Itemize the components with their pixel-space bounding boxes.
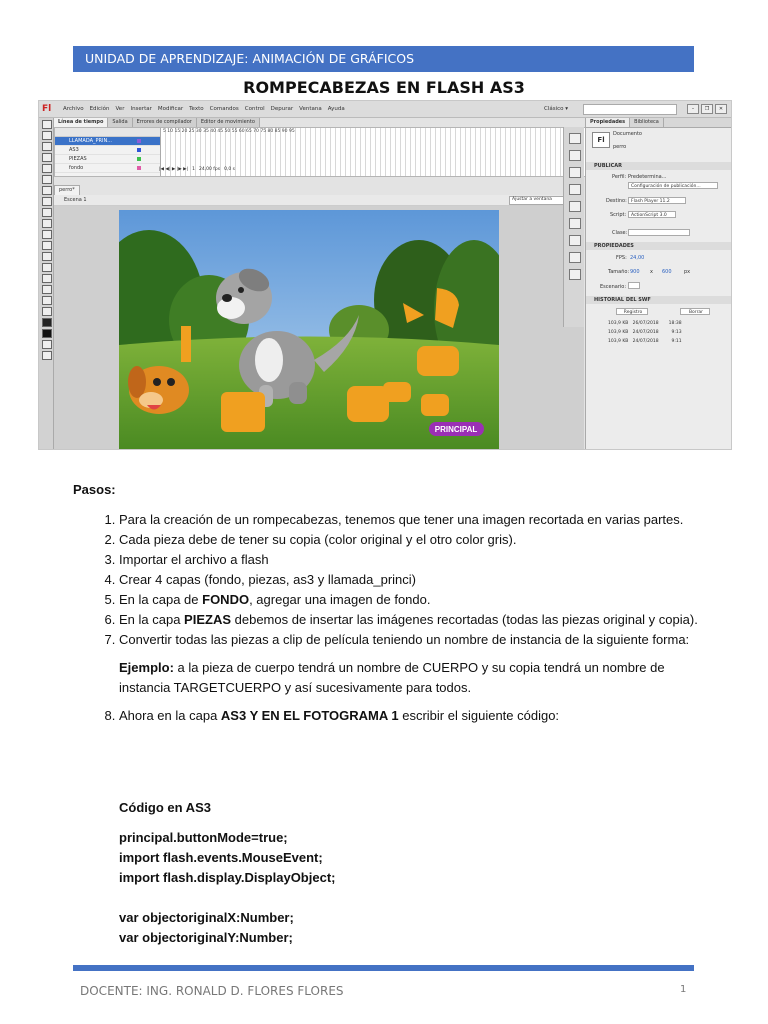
panel-icon-column <box>563 127 584 327</box>
fps-label: FPS: <box>616 255 627 261</box>
3d-rotation-tool-icon <box>42 153 52 162</box>
align-panel-icon <box>569 167 581 178</box>
profile-value: Predetermina... <box>628 174 667 180</box>
zoom-select: Ajustar a ventana <box>509 196 568 205</box>
code-line: var objectoriginalX:Number; <box>119 910 294 925</box>
menu-insertar: Insertar <box>130 106 152 112</box>
history-row: 103,9 KB 26/07/2018 18:38 <box>608 321 682 326</box>
paint-bucket-tool-icon <box>42 263 52 272</box>
frame-rate: 24,00 fps <box>198 167 221 172</box>
menu-comandos: Comandos <box>209 106 239 112</box>
tab-properties: Propiedades <box>586 118 630 127</box>
menu-ver: Ver <box>115 106 125 112</box>
unit-title: UNIDAD DE APRENDIZAJE: ANIMACIÓN DE GRÁFICOS <box>85 51 415 66</box>
brush-tool-icon <box>42 230 52 239</box>
step-text: , agregar una imagen de fondo. <box>249 592 431 607</box>
fps-value: 24,00 <box>630 255 645 261</box>
zoom-tool-icon <box>42 307 52 316</box>
color-panel-icon <box>569 133 581 144</box>
restore-icon: ❐ <box>701 104 713 114</box>
menu-ventana: Ventana <box>299 106 322 112</box>
step-text: En la capa <box>119 612 185 627</box>
line-tool-icon <box>42 197 52 206</box>
layer-label: AS3 <box>69 147 79 153</box>
window-buttons <box>687 104 727 114</box>
script-label: Script: <box>610 212 627 218</box>
tools-panel <box>39 118 54 450</box>
subselection-tool-icon <box>42 131 52 140</box>
example-label: Ejemplo: <box>119 660 174 675</box>
hand-tool-icon <box>42 296 52 305</box>
flash-logo: Fl <box>42 104 52 114</box>
search-box <box>583 104 677 115</box>
layer-list-header <box>55 128 160 137</box>
width-value: 900 <box>630 269 640 275</box>
rectangle-tool-icon <box>42 208 52 217</box>
document-title: ROMPECABEZAS EN FLASH AS3 <box>243 78 525 97</box>
flash-screenshot <box>38 100 732 450</box>
lasso-tool-icon <box>42 164 52 173</box>
swap-colors-icon <box>42 340 52 349</box>
stage-scene <box>119 210 499 450</box>
components-panel-icon <box>569 218 581 229</box>
step-text: Ahora en la capa <box>119 708 221 723</box>
example-text: a la pieza de cuerpo tendrá un nombre de CUERPO y su copia tendrá un nombre de instancia TARGETCUERPO y así sucesivamente para todos. <box>119 660 665 695</box>
size-separator: x <box>650 269 653 275</box>
step-text: debemos de insertar las imágenes recortadas (todas las piezas original y copia). <box>231 612 698 627</box>
unit-header-bar <box>73 46 694 72</box>
publish-settings-button: Configuración de publicación... <box>628 182 718 189</box>
stage-area <box>54 206 584 450</box>
page-number: 1 <box>680 984 687 995</box>
tab-timeline: Línea de tiempo <box>54 118 108 127</box>
selection-tool-icon <box>42 120 52 129</box>
height-value: 600 <box>662 269 672 275</box>
history-row: 103,9 KB 24/07/2018 9:13 <box>608 330 682 335</box>
deco-tool-icon <box>42 241 52 250</box>
text-tool-icon <box>42 186 52 195</box>
pencil-tool-icon <box>42 219 52 228</box>
size-unit: px <box>684 269 691 275</box>
history-panel-icon <box>569 269 581 280</box>
stage-color-swatch <box>628 282 640 289</box>
code-line: import flash.events.MouseEvent; <box>119 850 323 865</box>
publish-section: PUBLICAR <box>586 162 732 170</box>
step-item <box>119 706 703 726</box>
menu-bar <box>39 101 731 118</box>
code-snippets-icon <box>569 235 581 246</box>
script-select: ActionScript 3.0 <box>628 211 676 218</box>
play-controls-icon: |◀ ◀| ▶ |▶ ▶| <box>159 167 189 172</box>
menu-modificar: Modificar <box>157 106 184 112</box>
elapsed-time: 0,0 s <box>224 167 236 172</box>
step-item <box>119 550 703 570</box>
step-bold: PIEZAS <box>184 612 232 627</box>
code-line: var objectoriginalY:Number; <box>119 930 293 945</box>
history-row: 103,9 KB 24/07/2018 9:11 <box>608 339 682 344</box>
size-label: Tamaño: <box>608 269 630 275</box>
step-text: escribir el siguiente código: <box>398 708 560 723</box>
eraser-tool-icon <box>42 285 52 294</box>
footer-rule <box>73 965 694 971</box>
stroke-color-icon <box>42 318 52 327</box>
playback-controls <box>159 167 235 172</box>
principal-button-label: PRINCIPAL <box>434 425 478 434</box>
step-item <box>119 570 703 590</box>
layer-label: fondo <box>69 165 84 171</box>
tab-compiler-errors: Errores de compilador <box>133 118 197 127</box>
layer-list <box>55 128 161 176</box>
step-item <box>119 530 703 550</box>
step-text: Para la creación de un rompecabezas, tenemos que tener una imagen recortada en varias partes. <box>119 512 684 527</box>
current-frame: 1 <box>192 167 195 172</box>
footer-teacher: DOCENTE: ING. RONALD D. FLORES FLORES <box>80 984 344 998</box>
layer-label: LLAMADA_PRIN... <box>69 138 112 144</box>
profile-label: Perfil: <box>612 174 627 180</box>
transform-panel-icon <box>569 201 581 212</box>
step-item <box>119 610 703 630</box>
timeline-tabs <box>54 118 260 127</box>
swatches-panel-icon <box>569 150 581 161</box>
tab-motion-editor: Editor de movimiento <box>197 118 260 127</box>
eyedropper-tool-icon <box>42 274 52 283</box>
document-name: perro <box>613 144 627 150</box>
workspace-preset: Clásico ▾ <box>544 106 569 112</box>
menu-archivo: Archivo <box>63 106 84 112</box>
code-title: Código en AS3 <box>119 800 211 815</box>
steps-list <box>73 510 703 726</box>
document-icon: Fl <box>592 132 610 148</box>
step-bold: FONDO <box>202 592 250 607</box>
bone-tool-icon <box>42 252 52 261</box>
steps-heading: Pasos: <box>73 482 116 497</box>
tab-library: Biblioteca <box>630 118 664 127</box>
step-text: En la capa de <box>119 592 203 607</box>
code-line: principal.buttonMode=true; <box>119 830 288 845</box>
step-text: Importar el archivo a flash <box>119 552 269 567</box>
log-button: Registro <box>616 308 648 315</box>
step-item <box>119 510 703 530</box>
step-text: Convertir todas las piezas a clip de película teniendo un nombre de instancia de la siguiente forma: <box>119 632 690 647</box>
document-tab: perro* <box>54 185 80 196</box>
properties-panel <box>585 118 732 450</box>
tab-output: Salida <box>108 118 132 127</box>
step-text: Crear 4 capas (fondo, piezas, as3 y llamada_princi) <box>119 572 416 587</box>
target-label: Destino: <box>606 198 627 204</box>
menu-ayuda: Ayuda <box>327 106 345 112</box>
class-field <box>628 229 690 236</box>
pen-tool-icon <box>42 175 52 184</box>
close-icon: ✕ <box>715 104 727 114</box>
info-panel-icon <box>569 184 581 195</box>
snap-icon <box>42 351 52 360</box>
menu-texto: Texto <box>189 106 204 112</box>
step-bold: AS3 Y EN EL FOTOGRAMA 1 <box>220 708 399 723</box>
motion-presets-icon <box>569 252 581 263</box>
minimize-icon: – <box>687 104 699 114</box>
menu-items <box>63 106 345 112</box>
clear-button: Borrar <box>680 308 710 315</box>
document-label: Documento <box>613 131 642 137</box>
stage-edit-bar <box>54 195 584 206</box>
code-line: import flash.display.DisplayObject; <box>119 870 336 885</box>
scene-label: Escena 1 <box>64 197 87 203</box>
layer-item <box>55 146 160 155</box>
frame-numbers: 5 10 15 20 25 30 35 40 45 50 55 60 65 70 75 80 85 90 95 <box>163 129 295 134</box>
layer-item <box>55 164 160 173</box>
target-select: Flash Player 11.2 <box>628 197 686 204</box>
menu-depurar: Depurar <box>270 106 294 112</box>
properties-section: PROPIEDADES <box>586 242 732 250</box>
example-note <box>119 658 703 698</box>
step-text: Cada pieza debe de tener su copia (color original y el otro color gris). <box>119 532 517 547</box>
transform-tool-icon <box>42 142 52 151</box>
layer-item <box>55 155 160 164</box>
swf-history-section: HISTORIAL DEL SWF <box>586 296 732 304</box>
class-label: Clase: <box>612 230 628 236</box>
menu-edicion: Edición <box>89 106 110 112</box>
properties-tabs <box>586 118 732 128</box>
step-item <box>119 590 703 610</box>
code-block <box>119 798 335 948</box>
stage-color-label: Escenario: <box>600 284 627 290</box>
menu-control: Control <box>244 106 265 112</box>
fill-color-icon <box>42 329 52 338</box>
layer-label: PIEZAS <box>69 156 87 162</box>
layer-item <box>55 137 160 146</box>
timeline-panel <box>54 127 586 177</box>
step-item <box>119 630 703 698</box>
code-blank-line <box>119 888 335 908</box>
